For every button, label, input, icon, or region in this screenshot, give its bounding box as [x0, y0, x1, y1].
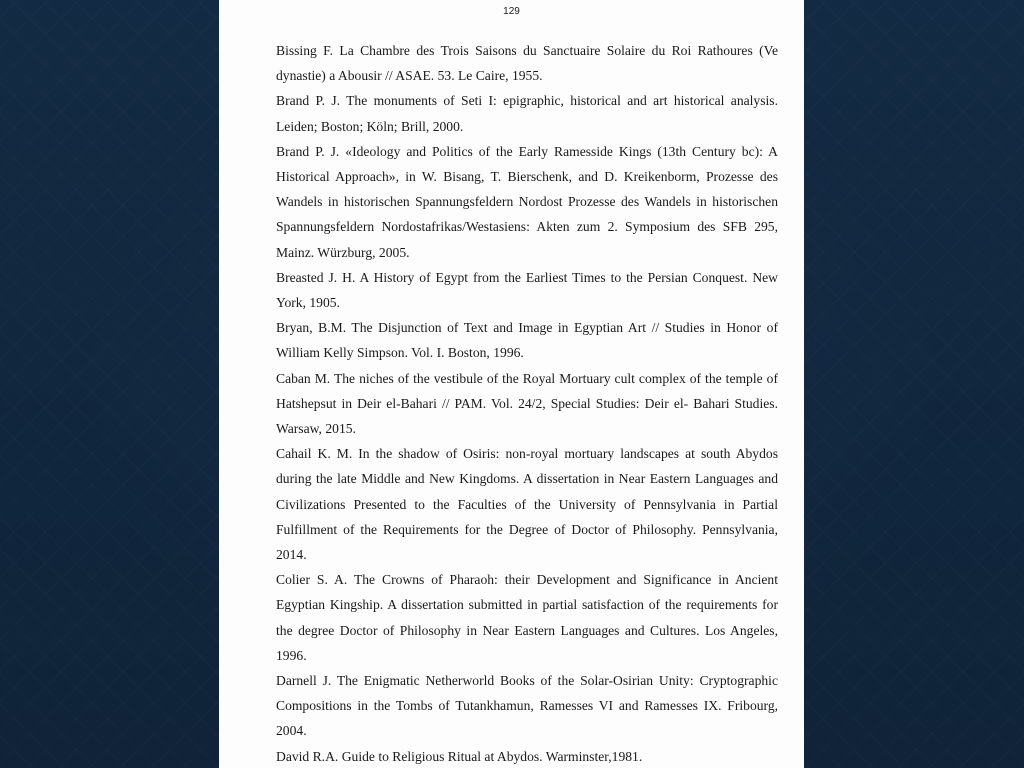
bibliography-line: Brand P. J. «Ideology and Politics of the Early Ramesside Kings (13th Century bc): [276, 143, 763, 159]
slide-background-right [804, 0, 1024, 768]
bibliography-line: temple of Hatshepsut in Deir el-Bahari // PAM. Vol. 24/2, Special Studies: Deir el- [276, 370, 778, 411]
bibliography-line: Pennsylvania in Partial Fulfillment of the Requirements for the Degree of Doctor of [276, 496, 778, 537]
slide-background-left [0, 0, 219, 768]
bibliography-line: New York, 1905. [276, 269, 778, 311]
bibliography-line: A Historical Approach», in W. Bisang, T. Bierschenk, and D. Kreikenborm, Prozesse [276, 143, 778, 185]
bibliography-line: Languages and Civilizations Presented to the Faculties of the University of [276, 471, 778, 512]
page-number: 129 [503, 6, 520, 17]
bibliography-entry-bryan [276, 315, 778, 365]
bibliography-line: des Wandels in historischen Spannungsfeldern Nordost Prozesse des Wandels in [276, 169, 778, 210]
bibliography-line: Cahail K. M. In the shadow of Osiris: non-royal mortuary landscapes at south [276, 446, 731, 462]
bibliography-line: Darnell J. The Enigmatic Netherworld Books of the Solar-Osirian Unity: [276, 673, 694, 689]
bibliography-entry-david [276, 744, 778, 768]
bibliography-line: Bryan, B.M. The Disjunction of Text and Image in Egyptian Art // Studies in Honor [276, 320, 762, 336]
document-page [219, 0, 804, 768]
bibliography-line: requirements for the degree Doctor of Philosophy in Near Eastern Languages and [276, 597, 778, 638]
bibliography-line: Egyptian Kingship. A dissertation submitted in partial satisfaction of the [276, 597, 682, 613]
bibliography-entry-bissing [276, 38, 778, 88]
bibliography-entry-breasted [276, 265, 778, 315]
bibliography-line: analysis. Leiden; Boston; Köln; Brill, 2000. [276, 93, 778, 134]
bibliography-line: David R.A. Guide to Religious Ritual at Abydos. Warminster,1981. [276, 748, 643, 764]
bibliography-list [276, 38, 778, 768]
bibliography-line: Brand P. J. The monuments of Seti I: epigraphic, historical and art historical [276, 93, 725, 109]
bibliography-line: Caban M. The niches of the vestibule of the Royal Mortuary cult complex of the [276, 370, 722, 386]
bibliography-line: Bahari Studies. Warsaw, 2015. [276, 395, 778, 437]
bibliography-entry-darnell [276, 668, 778, 744]
bibliography-line: of William Kelly Simpson. Vol. I. Boston, 1996. [276, 320, 778, 361]
bibliography-line: Breasted J. H. A History of Egypt from the Earliest Times to the Persian Conquest. [276, 269, 748, 285]
bibliography-entry-colier [276, 567, 778, 668]
bibliography-line: Ramesses IX. Fribourg, 2004. [276, 698, 779, 739]
bibliography-line: Cultures. Los Angeles, 1996. [276, 622, 778, 663]
bibliography-entry-brand-ideology [276, 139, 778, 265]
bibliography-entry-brand-seti [276, 88, 778, 138]
bibliography-line: Cryptographic Compositions in the Tombs of Tutankhamun, Ramesses VI and [276, 673, 778, 714]
bibliography-line: historischen Spannungsfeldern Nordostafrikas/Westasiens: Akten zum 2. Symposium [276, 194, 778, 235]
bibliography-line: dynastie) a Abousir // ASAE. 53. Le Caire, 1955. [276, 68, 543, 84]
bibliography-entry-cahail [276, 441, 778, 567]
bibliography-line: Philosophy. Pennsylvania, 2014. [276, 521, 778, 563]
bibliography-line: Abydos during the late Middle and New Kingdoms. A dissertation in Near Eastern [276, 446, 778, 487]
bibliography-line: Bissing F. La Chambre des Trois Saisons du Sanctuaire Solaire du Roi Rathoures (Ve [276, 43, 778, 58]
bibliography-line: Colier S. A. The Crowns of Pharaoh: their Development and Significance in Ancient [276, 572, 778, 588]
bibliography-line: des SFB 295, Mainz. Würzburg, 2005. [276, 219, 778, 260]
bibliography-entry-caban [276, 366, 778, 442]
